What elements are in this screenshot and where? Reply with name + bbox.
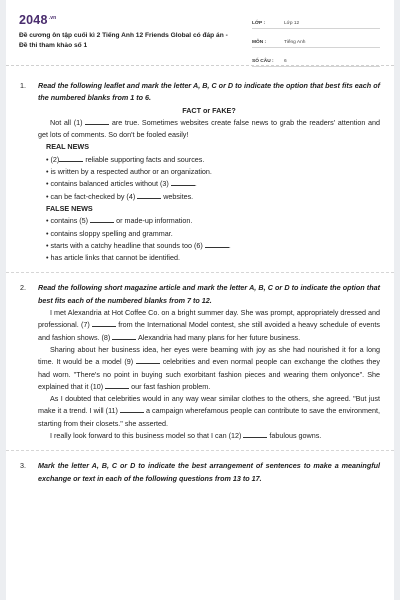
text-part: I really look forward to this business model so that I can (12) <box>50 431 242 441</box>
question-1 <box>20 80 380 264</box>
header-divider <box>6 65 394 66</box>
text-part: are true. Sometimes websites create false news to grab the readers' attention and get lots of comments. So don't be fooled easily! <box>38 117 381 140</box>
blank-6 <box>205 240 229 248</box>
leaflet-title: FACT or FAKE? <box>182 105 236 115</box>
text-part: websites. <box>163 191 194 201</box>
logo-suffix: .vn <box>48 14 57 21</box>
text-part: reliable supporting facts and sources. <box>85 154 205 164</box>
blank-2 <box>59 154 83 162</box>
question-number: 3. <box>20 461 26 471</box>
question-instruction: Read the following leaflet and mark the letter A, B, C or D to indicate the option that best fits each of the numbered blanks from 1 to 6. <box>38 81 380 103</box>
text-part: • can be fact-checked by (4) <box>46 191 136 201</box>
blank-3 <box>171 178 197 189</box>
article-paragraph <box>38 393 380 430</box>
text-part: . <box>194 179 197 189</box>
list-item: • is written by a respected author or an organization. <box>46 167 212 177</box>
list-item <box>46 178 380 190</box>
blank-1 <box>85 117 109 125</box>
text-part: our fast fashion problem. <box>131 381 211 391</box>
meta-key: MÔN : <box>252 40 267 45</box>
text-part: celebrities and even normal people can exchange the clothes they had worn. "There's no point in buying such exorbitant fashion pieces and wearing them onlyonce". She explained that it (10) <box>38 357 381 391</box>
article-paragraph <box>38 307 380 344</box>
meta-value: 6 <box>284 59 287 64</box>
text-part: I met Alexandria at Hot Coffee Co. on a bright summer day. She was prompt, appropriately dressed and professional. (7) <box>38 308 380 330</box>
list-item: • contains sloppy spelling and grammar. <box>46 228 173 238</box>
list-item <box>46 191 380 203</box>
text-part: fabulous gowns. <box>269 431 322 441</box>
blank-4 <box>137 191 161 199</box>
blank-7 <box>92 319 116 327</box>
article-paragraph <box>38 344 380 393</box>
blank-11 <box>120 405 144 413</box>
blank-10 <box>105 381 129 389</box>
text-part: Not all (1) <box>50 117 83 127</box>
leaflet-intro <box>38 117 380 142</box>
text-part: Sharing about her business idea, her eyes were beaming with joy as she had nourished it for a long time. It would be a model (9) <box>38 344 380 367</box>
question-number: 1. <box>20 81 26 90</box>
blank-12 <box>243 430 267 438</box>
list-item <box>46 215 380 227</box>
site-logo[interactable] <box>19 13 56 27</box>
text-part: . <box>228 240 231 250</box>
text-part: a campaign wherefamous people can contribute to save the environment, starting from their closets." she asserted. <box>38 406 380 428</box>
meta-row-subject <box>252 33 380 48</box>
document-body <box>20 80 380 485</box>
text-part: • contains (5) <box>46 216 89 226</box>
meta-value: Lớp 12 <box>284 21 300 26</box>
question-instruction: Mark the letter A, B, C or D to indicate the best arrangement of sentences to make a meaningful exchange or text in each of the following questions from 13 to 17. <box>38 461 380 483</box>
list-item: • has article links that cannot be identified. <box>46 253 180 263</box>
text-part: from the International Model contest, she still avoided a heavy schedule of events and fashion shows. (8) <box>38 320 380 342</box>
document-header <box>6 0 394 62</box>
list-item <box>46 154 380 166</box>
text-part: • contains balanced articles without (3) <box>46 179 169 189</box>
list-item <box>46 240 380 252</box>
real-news-heading: REAL NEWS <box>46 142 89 152</box>
text-part: • (2) <box>46 154 60 164</box>
document-title: Đề cương ôn tập cuối kì 2 Tiếng Anh 12 Friends Global có đáp án - Đề thi tham khảo số 1 <box>19 32 228 49</box>
text-part: Alexandria had many plans for her future business. <box>137 332 301 342</box>
blank-5 <box>90 215 114 223</box>
document-page <box>6 0 394 600</box>
false-news-heading: FALSE NEWS <box>46 203 93 213</box>
meta-key: SỐ CÂU : <box>252 59 274 64</box>
blank-8 <box>112 332 136 340</box>
question-number: 2. <box>20 283 26 293</box>
meta-value: Tiếng Anh <box>284 40 306 45</box>
question-2 <box>20 282 380 442</box>
question-3 <box>20 460 380 485</box>
question-divider <box>6 272 394 273</box>
text-part: As I doubted that celebrities would in any way wear similar clothes to the others, she agreed. "But just make it a trend. I will (11) <box>38 394 380 416</box>
question-divider <box>6 450 394 451</box>
logo-text: 2048 <box>19 13 48 27</box>
meta-key: LỚP : <box>252 21 266 26</box>
meta-table <box>252 14 380 71</box>
blank-9 <box>136 356 160 364</box>
text-part: • starts with a catchy headline that sounds too (6) <box>46 240 203 250</box>
article-paragraph <box>38 430 380 442</box>
meta-row-class <box>252 14 380 29</box>
question-instruction: Read the following short magazine article and mark the letter A, B, C or D to indicate the option that best fits each of the numbered blanks from 7 to 12. <box>38 283 380 305</box>
text-part: or made-up information. <box>116 216 193 226</box>
